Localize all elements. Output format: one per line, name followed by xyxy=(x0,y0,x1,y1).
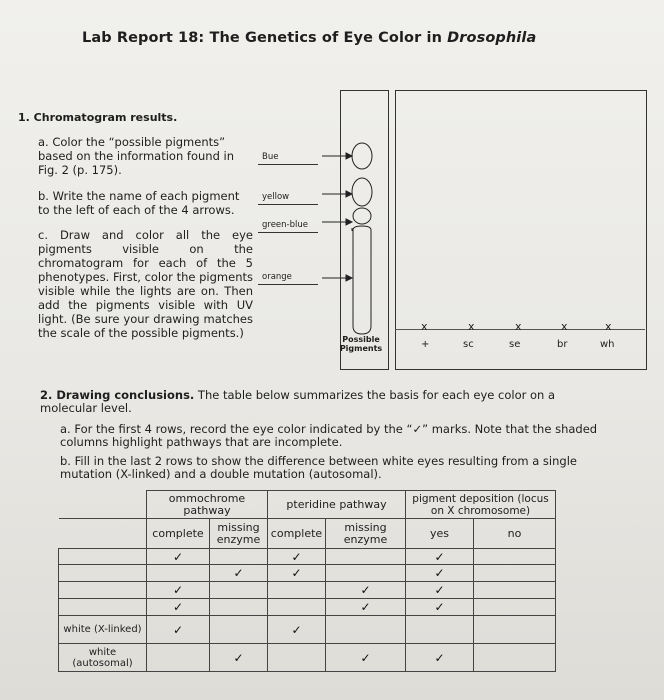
lane-label-br: br xyxy=(557,339,568,350)
table-row xyxy=(59,565,556,582)
lane-mark-3: x xyxy=(515,320,522,333)
check-mark: ✓ xyxy=(406,599,474,616)
check-mark: ✓ xyxy=(406,549,474,565)
lane-label-wh: wh xyxy=(600,339,615,350)
check-mark: ✓ xyxy=(268,616,326,644)
subheader-pter-complete: complete xyxy=(268,519,326,549)
section-2-intro: 2. Drawing conclusions. The table below summarizes the basis for each eye color on a molecular level. xyxy=(40,388,556,415)
table-row xyxy=(59,599,556,616)
table-cell xyxy=(326,549,406,565)
lane-mark-4: x xyxy=(561,320,568,333)
lane-mark-2: x xyxy=(468,320,475,333)
subheader-pter-missing: missing enzyme xyxy=(326,519,406,549)
table-cell xyxy=(474,582,556,599)
possible-pigments-box xyxy=(340,90,389,370)
row-label-white-autosomal: white (autosomal) xyxy=(59,644,147,672)
row-label[interactable] xyxy=(59,582,147,599)
lane-mark-5: x xyxy=(605,320,612,333)
pigment-line-1[interactable] xyxy=(258,164,318,165)
check-mark: ✓ xyxy=(326,644,406,672)
pigment-line-4[interactable] xyxy=(258,284,318,285)
page-title: Lab Report 18: The Genetics of Eye Color in Drosophila xyxy=(82,30,537,46)
instruction-2a: a. For the first 4 rows, record the eye color indicated by the “✓” marks. Note that the shaded columns highlight pathways that are incomplete. xyxy=(60,422,598,449)
check-mark: ✓ xyxy=(406,582,474,599)
subheader-omm-missing: missing enzyme xyxy=(210,519,268,549)
row-label[interactable] xyxy=(59,565,147,582)
table-cell xyxy=(268,599,326,616)
pigment-label-4: orange xyxy=(262,272,292,282)
instruction-2b: b. Fill in the last 2 rows to show the difference between white eyes resulting from a single mutation (X-linked) and a double mutation (autosomal). xyxy=(60,454,577,481)
table-row xyxy=(59,616,556,644)
row-label[interactable] xyxy=(59,599,147,616)
group-header-pteridine: pteridine pathway xyxy=(268,491,406,519)
table-cell xyxy=(474,565,556,582)
table-cell xyxy=(210,599,268,616)
subheader-omm-complete: complete xyxy=(147,519,210,549)
check-mark: ✓ xyxy=(147,616,210,644)
table-cell[interactable] xyxy=(474,616,556,644)
corner-cell-2 xyxy=(59,519,147,549)
check-mark: ✓ xyxy=(406,565,474,582)
instruction-1a: a. Color the “possible pigments” based on the information found in Fig. 2 (p. 175). xyxy=(38,135,235,177)
check-mark: ✓ xyxy=(406,644,474,672)
table-cell xyxy=(474,599,556,616)
check-mark: ✓ xyxy=(147,549,210,565)
lane-label-wild: + xyxy=(421,339,430,350)
check-mark: ✓ xyxy=(326,599,406,616)
check-mark: ✓ xyxy=(268,549,326,565)
table-cell xyxy=(326,565,406,582)
possible-pigments-label: Possible Pigments xyxy=(339,335,383,353)
instruction-1c: c. Draw and color all the eye pigments visible on the chromatogram for each of the 5 phenotypes. First, color the pigments visible while the lights are on. Then add the pigments visible with UV light. (Be sure your drawing matches the scale of the possible pigments.) xyxy=(38,228,253,340)
lane-label-se: se xyxy=(509,339,521,350)
group-header-ommochrome: ommochrome pathway xyxy=(147,491,268,519)
group-header-pigment-deposition: pigment deposition (locus on X chromosome) xyxy=(406,491,556,519)
table-cell xyxy=(210,582,268,599)
instruction-1b: b. Write the name of each pigment to the left of each of the 4 arrows. xyxy=(38,189,240,217)
table-cell xyxy=(210,549,268,565)
table-cell[interactable] xyxy=(406,616,474,644)
lane-mark-1: x xyxy=(421,320,428,333)
row-label-white-x-linked: white (X-linked) xyxy=(59,616,147,644)
eye-color-summary-table xyxy=(58,490,556,672)
table-cell[interactable] xyxy=(147,644,210,672)
table-cell[interactable] xyxy=(210,616,268,644)
table-row xyxy=(59,549,556,565)
pigment-label-2: yellow xyxy=(262,192,290,202)
check-mark: ✓ xyxy=(147,582,210,599)
pigment-line-3[interactable] xyxy=(258,232,318,233)
pigment-line-2[interactable] xyxy=(258,204,318,205)
lane-label-sc: sc xyxy=(463,339,474,350)
check-mark: ✓ xyxy=(268,565,326,582)
pigment-label-1: Bue xyxy=(262,152,279,162)
table-cell[interactable] xyxy=(326,616,406,644)
subheader-no: no xyxy=(474,519,556,549)
check-mark: ✓ xyxy=(147,599,210,616)
table-cell[interactable] xyxy=(474,644,556,672)
table-cell xyxy=(474,549,556,565)
corner-cell xyxy=(59,491,147,519)
pigment-label-3: green-blue xyxy=(262,220,308,230)
row-label[interactable] xyxy=(59,549,147,565)
check-mark: ✓ xyxy=(210,644,268,672)
section-1-heading: 1. Chromatogram results. xyxy=(18,111,178,124)
table-cell[interactable] xyxy=(268,644,326,672)
subheader-yes: yes xyxy=(406,519,474,549)
check-mark: ✓ xyxy=(210,565,268,582)
check-mark: ✓ xyxy=(326,582,406,599)
table-cell xyxy=(147,565,210,582)
table-row xyxy=(59,644,556,672)
table-row xyxy=(59,582,556,599)
table-cell xyxy=(268,582,326,599)
